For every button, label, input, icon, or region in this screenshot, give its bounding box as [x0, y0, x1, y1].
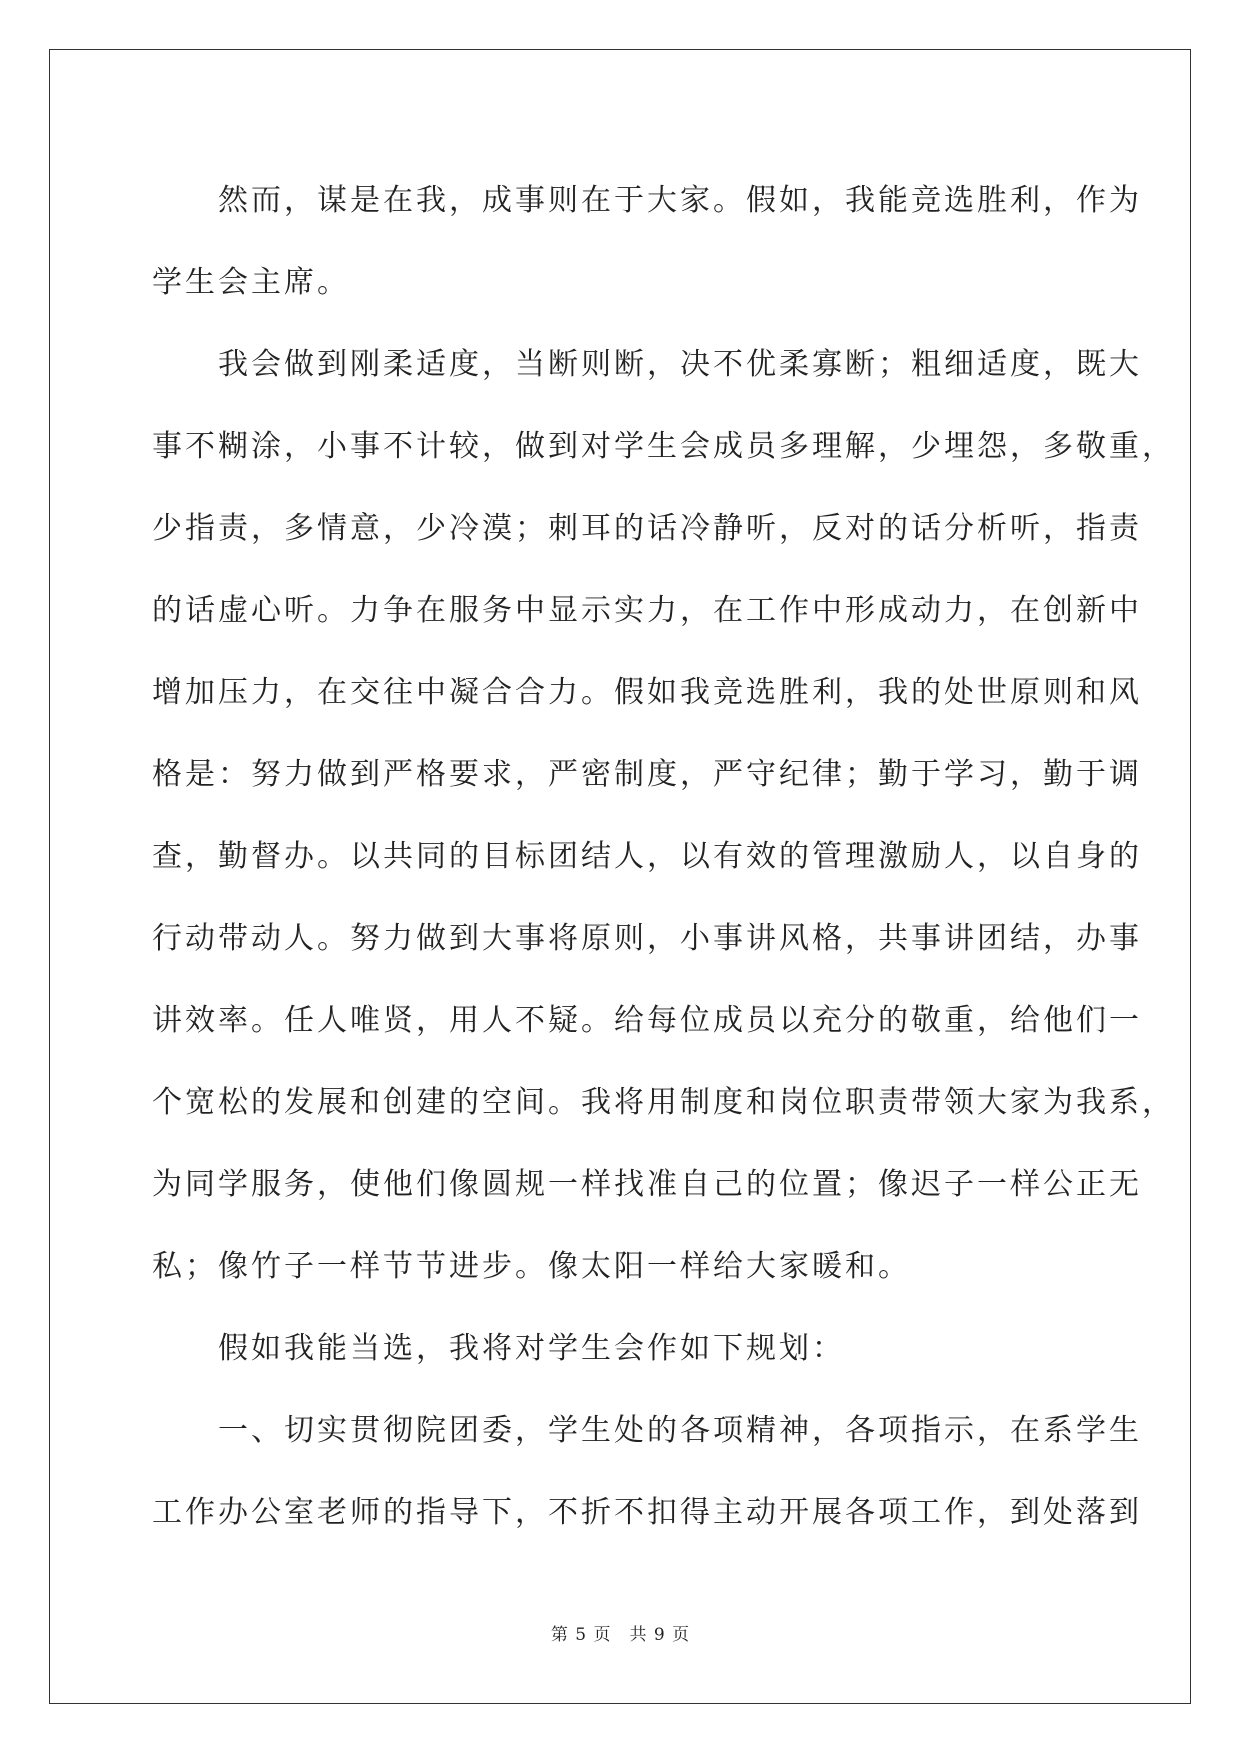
- text-line: 讲效率。任人唯贤，用人不疑。给每位成员以充分的敬重，给他们一: [152, 1003, 1142, 1038]
- text-line: 增加压力，在交往中凝合合力。假如我竞选胜利，我的处世原则和风: [152, 675, 1142, 710]
- text-line: 工作办公室老师的指导下，不折不扣得主动开展各项工作，到处落到: [152, 1495, 1142, 1530]
- text-line: 少指责，多情意，少冷漠；刺耳的话冷静听，反对的话分析听，指责: [152, 511, 1142, 546]
- text-line: 事不糊涂，小事不计较，做到对学生会成员多理解，少埋怨，多敬重，: [152, 429, 1175, 464]
- text-line: 一、切实贯彻院团委，学生处的各项精神，各项指示，在系学生: [152, 1413, 1142, 1448]
- page-number: 第 5 页 共 9 页: [550, 1625, 691, 1645]
- text-line: 私；像竹子一样节节进步。像太阳一样给大家暖和。: [152, 1249, 911, 1284]
- text-line: 个宽松的发展和创建的空间。我将用制度和岗位职责带领大家为我系，: [152, 1085, 1175, 1120]
- text-line: 假如我能当选，我将对学生会作如下规划：: [152, 1331, 845, 1366]
- text-line: 然而，谋是在我，成事则在于大家。假如，我能竞选胜利，作为: [152, 183, 1142, 218]
- text-line: 查，勤督办。以共同的目标团结人，以有效的管理激励人，以自身的: [152, 839, 1142, 874]
- text-line: 学生会主席。: [152, 265, 350, 300]
- text-line: 格是：努力做到严格要求，严密制度，严守纪律；勤于学习，勤于调: [152, 757, 1142, 792]
- document-body: [152, 160, 1175, 1554]
- text-line: 为同学服务，使他们像圆规一样找准自己的位置；像迟子一样公正无: [152, 1167, 1142, 1202]
- text-line: 我会做到刚柔适度，当断则断，决不优柔寡断；粗细适度，既大: [152, 347, 1142, 382]
- text-line: 的话虚心听。力争在服务中显示实力，在工作中形成动力，在创新中: [152, 593, 1142, 628]
- text-line: 行动带动人。努力做到大事将原则，小事讲风格，共事讲团结，办事: [152, 921, 1142, 956]
